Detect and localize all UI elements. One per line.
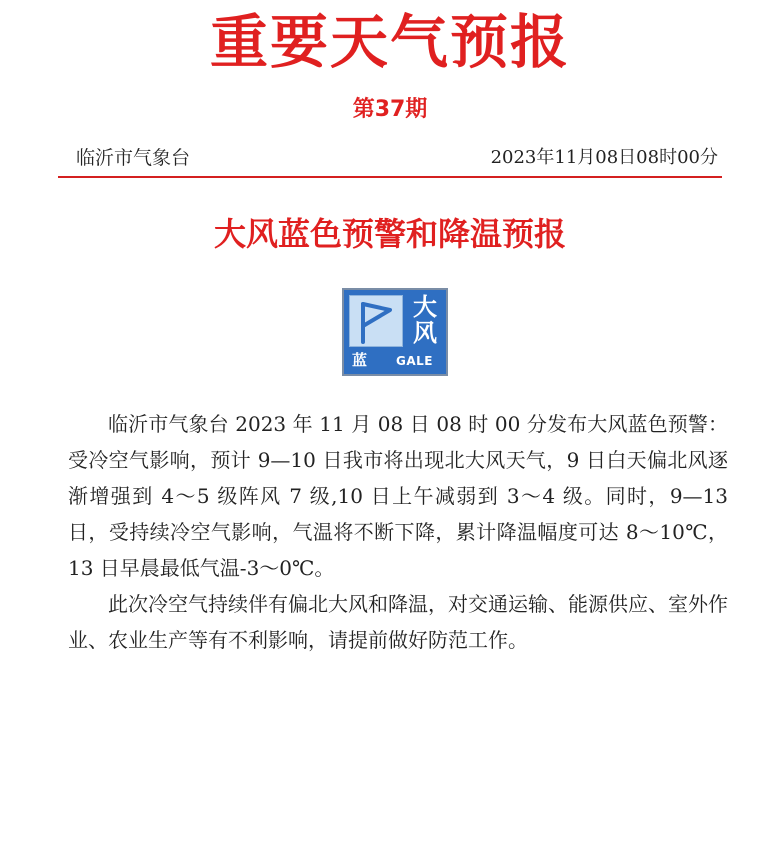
forecast-body [68, 406, 728, 658]
header-divider [58, 176, 722, 178]
body-paragraph: 此次冷空气持续伴有偏北大风和降温，对交通运输、能源供应、室外作业、农业生产等有不利影响，请提前做好防范工作。 [68, 592, 728, 652]
warning-type-char-2: 风 [413, 319, 437, 347]
issue-number: 第37期 [352, 97, 428, 122]
issuer-name: 临沂市气象台 [76, 147, 191, 169]
warning-level-char: 蓝 [352, 351, 368, 369]
section-title: 大风蓝色预警和降温预报 [213, 215, 566, 253]
issue-datetime: 2023年11月08日08时00分 [490, 147, 718, 168]
warning-english-label: GALE [396, 354, 433, 368]
body-paragraph: 临沂市气象台 2023 年 11 月 08 日 08 时 00 分发布大风蓝色预警：受冷空气影响，预计 9—10 日我市将出现北大风天气，9 日白天偏北风逐渐增强到 4～5 级阵风 7 级,10 日上午减弱到 3～4 级。同时，9—13 日，受持续冷空气影响，气温将不断下降，累计降温幅度可达 8～10℃，13 日早晨最低气温-3～0℃。 [68, 412, 728, 580]
document-title: 重要天气预报 [209, 8, 570, 76]
wind-flag-icon [349, 295, 403, 347]
warning-type-char-1: 大 [413, 293, 437, 321]
gale-blue-warning-icon [342, 288, 448, 376]
